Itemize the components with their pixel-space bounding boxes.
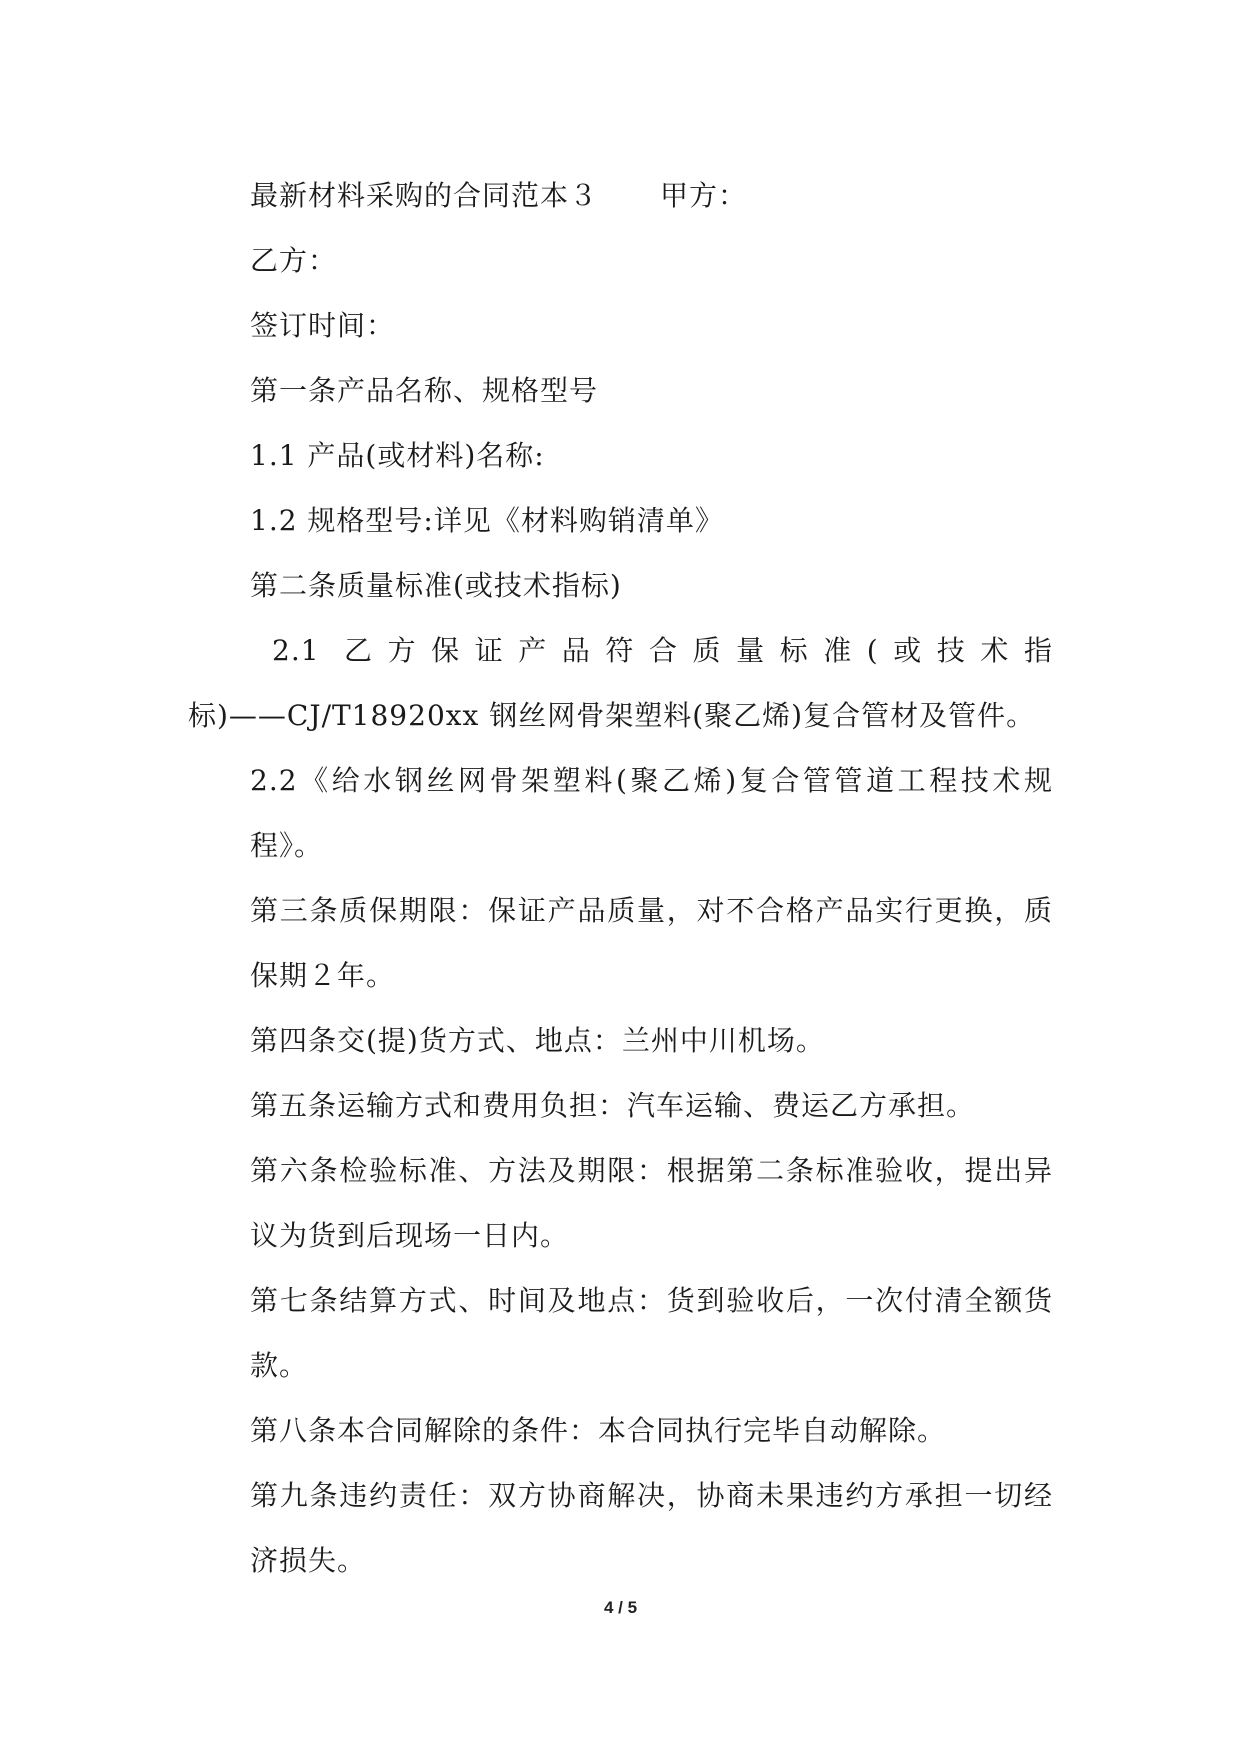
article-8: 第八条本合同解除的条件：本合同执行完毕自动解除。	[250, 1414, 947, 1447]
item-2-1-line-2: 标)——CJ/T18920xx 钢丝网骨架塑料(聚乙烯)复合管材及管件。	[188, 699, 1036, 732]
article-6: 第六条检验标准、方法及期限：根据第二条标准验收，提出异议为货到后现场一日内。	[250, 1154, 1053, 1252]
party-b-label: 乙方：	[250, 244, 338, 277]
title-line	[188, 163, 1053, 228]
item-1-2: 1.2 规格型号:详见《材料购销清单》	[250, 504, 724, 537]
page-number: 4 / 5	[603, 1598, 638, 1617]
item-1-1: 1.1 产品(或材料)名称:	[250, 439, 545, 472]
article-7: 第七条结算方式、时间及地点：货到验收后，一次付清全额货款。	[250, 1284, 1053, 1382]
sign-time-label: 签订时间：	[250, 309, 396, 342]
article-4: 第四条交(提)货方式、地点：兰州中川机场。	[250, 1024, 825, 1057]
document-title: 最新材料采购的合同范本３	[250, 179, 599, 212]
article-9: 第九条违约责任：双方协商解决，协商未果违约方承担一切经济损失。	[250, 1479, 1053, 1577]
item-2-2: 2.2《给水钢丝网骨架塑料(聚乙烯)复合管管道工程技术规程》。	[250, 764, 1053, 862]
article-2-heading: 第二条质量标准(或技术指标)	[250, 569, 622, 602]
article-3: 第三条质保期限：保证产品质量，对不合格产品实行更换，质保期２年。	[250, 894, 1053, 992]
document-body	[188, 163, 1053, 1593]
article-5: 第五条运输方式和费用负担：汽车运输、费运乙方承担。	[250, 1089, 976, 1122]
article-1-heading: 第一条产品名称、规格型号	[250, 374, 599, 407]
party-a-label: 甲方：	[660, 179, 748, 212]
item-2-1-line-1: 2.1 乙方保证产品符合质量标准(或技术指	[272, 634, 1053, 667]
